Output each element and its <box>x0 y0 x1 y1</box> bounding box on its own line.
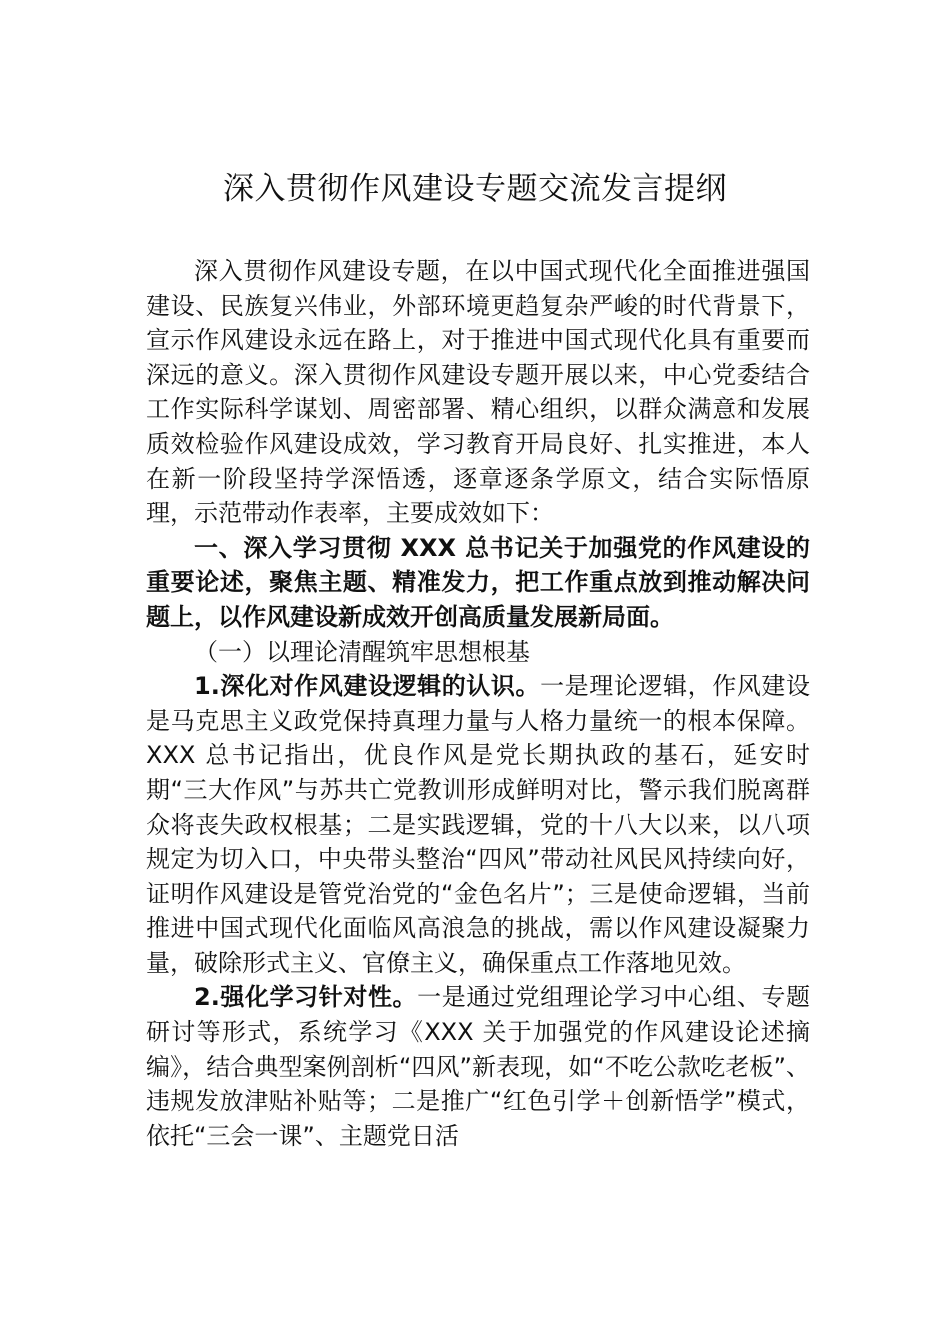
item-paragraph-1 <box>146 669 810 980</box>
subsection-heading-1: （一）以理论清醒筑牢思想根基 <box>194 637 530 666</box>
item-heading-1: 1.深化对作风建设逻辑的认识。 <box>194 672 541 701</box>
section-heading-1: 一、深入学习贯彻 XXX 总书记关于加强党的作风建设的重要论述，聚焦主题、精准发力，把工作重点放到推动解决问题上，以作风建设新成效开创高质量发展新局面。 <box>146 533 810 631</box>
document-title: 深入贯彻作风建设专题交流发言提纲 <box>223 171 727 207</box>
document-body <box>146 254 810 1153</box>
item-heading-2: 2.强化学习针对性。 <box>194 983 418 1012</box>
intro-paragraph: 深入贯彻作风建设专题，在以中国式现代化全面推进强国建设、民族复兴伟业，外部环境更趋复杂严峻的时代背景下，宣示作风建设永远在路上，对于推进中国式现代化具有重要而深远的意义。深入贯彻作风建设专题开展以来，中心党委结合工作实际科学谋划、周密部署、精心组织，以群众满意和发展质效检验作风建设成效，学习教育开局良好、扎实推进，本人在新一阶段坚持学深悟透，逐章逐条学原文，结合实际悟原理，示范带动作表率，主要成效如下： <box>146 257 810 528</box>
item-text-2: 一是通过党组理论学习中心组、专题研讨等形式，系统学习《XXX 关于加强党的作风建设论述摘编》，结合典型案例剖析“四风”新表现，如“不吃公款吃老板”、违规发放津贴补贴等；二是推广“红色引学＋创新悟学”模式，依托“三会一课”、主题党日活 <box>146 983 810 1150</box>
item-paragraph-2 <box>146 980 810 1153</box>
item-text-1: 一是理论逻辑，作风建设是马克思主义政党保持真理力量与人格力量统一的根本保障。XXX 总书记指出，优良作风是党长期执政的基石，延安时期“三大作风”与苏共亡党教训形成鲜明对比，警示我们脱离群众将丧失政权根基；二是实践逻辑，党的十八大以来，以八项规定为切入口，中央带头整治“四风”带动社风民风持续向好，证明作风建设是管党治党的“金色名片”；三是使命逻辑，当前推进中国式现代化面临风高浪急的挑战，需以作风建设凝聚力量，破除形式主义、官僚主义，确保重点工作落地见效。 <box>146 672 810 977</box>
